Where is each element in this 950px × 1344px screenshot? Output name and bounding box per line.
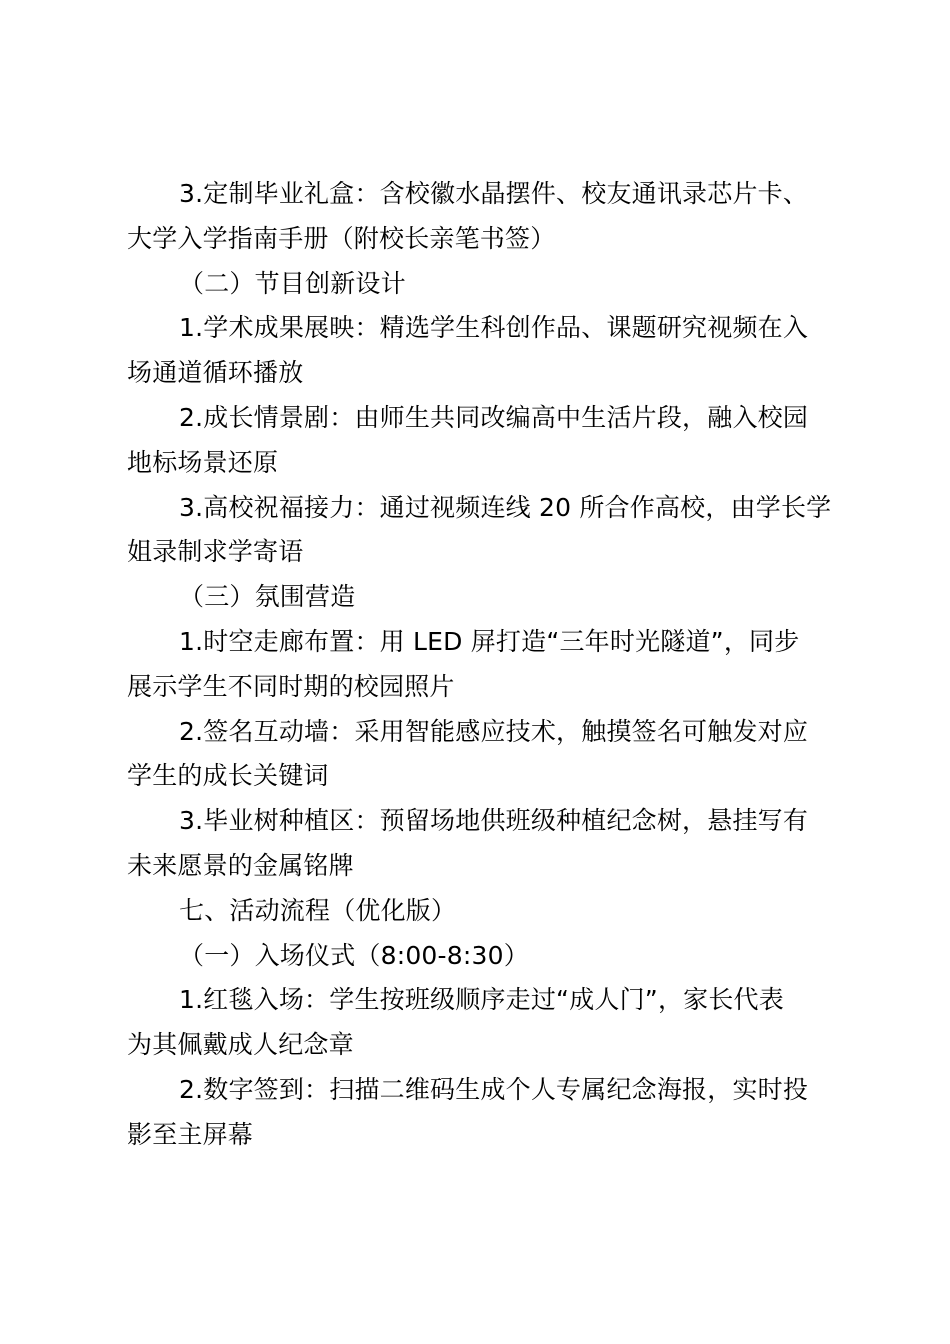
list-item-digital-checkin: 2.数字签到：扫描二维码生成个人专属纪念海报，实时投 bbox=[179, 1074, 809, 1104]
list-item-signature-wall-cont: 学生的成长关键词 bbox=[127, 761, 329, 791]
list-item-academic-showcase: 1.学术成果展映：精选学生科创作品、课题研究视频在入 bbox=[179, 313, 809, 343]
list-item-red-carpet-cont: 为其佩戴成人纪念章 bbox=[127, 1030, 354, 1060]
list-item-red-carpet: 1.红毯入场：学生按班级顺序走过“成人门”，家长代表 bbox=[179, 985, 784, 1015]
list-item-time-corridor-cont: 展示学生不同时期的校园照片 bbox=[127, 671, 455, 701]
list-item-digital-checkin-cont: 影至主屏幕 bbox=[127, 1119, 254, 1149]
list-item-growth-drama: 2.成长情景剧：由师生共同改编高中生活片段，融入校园 bbox=[179, 402, 809, 432]
list-item-academic-showcase-cont: 场通道循环播放 bbox=[127, 358, 304, 388]
section-heading-atmosphere: （三）氛围营造 bbox=[179, 582, 356, 612]
list-item-college-blessing: 3.高校祝福接力：通过视频连线 20 所合作高校，由学长学 bbox=[179, 492, 832, 522]
section-heading-entrance-ceremony: （一）入场仪式（8:00-8:30） bbox=[179, 940, 529, 970]
list-item-college-blessing-cont: 姐录制求学寄语 bbox=[127, 537, 304, 567]
chapter-heading-activity-flow: 七、活动流程（优化版） bbox=[179, 895, 457, 925]
list-item-growth-drama-cont: 地标场景还原 bbox=[127, 447, 279, 477]
list-item-gift-box: 3.定制毕业礼盒：含校徽水晶摆件、校友通讯录芯片卡、 bbox=[179, 179, 809, 208]
list-item-tree-planting-cont: 未来愿景的金属铭牌 bbox=[127, 850, 354, 880]
list-item-time-corridor: 1.时空走廊布置：用 LED 屏打造“三年时光隧道”，同步 bbox=[179, 626, 800, 656]
list-item-signature-wall: 2.签名互动墙：采用智能感应技术，触摸签名可触发对应 bbox=[179, 716, 809, 746]
document-body bbox=[127, 172, 832, 1158]
section-heading-program-design: （二）节目创新设计 bbox=[179, 268, 406, 298]
list-item-gift-box-cont: 大学入学指南手册（附校长亲笔书签） bbox=[127, 223, 556, 253]
list-item-tree-planting: 3.毕业树种植区：预留场地供班级种植纪念树，悬挂写有 bbox=[179, 806, 809, 836]
